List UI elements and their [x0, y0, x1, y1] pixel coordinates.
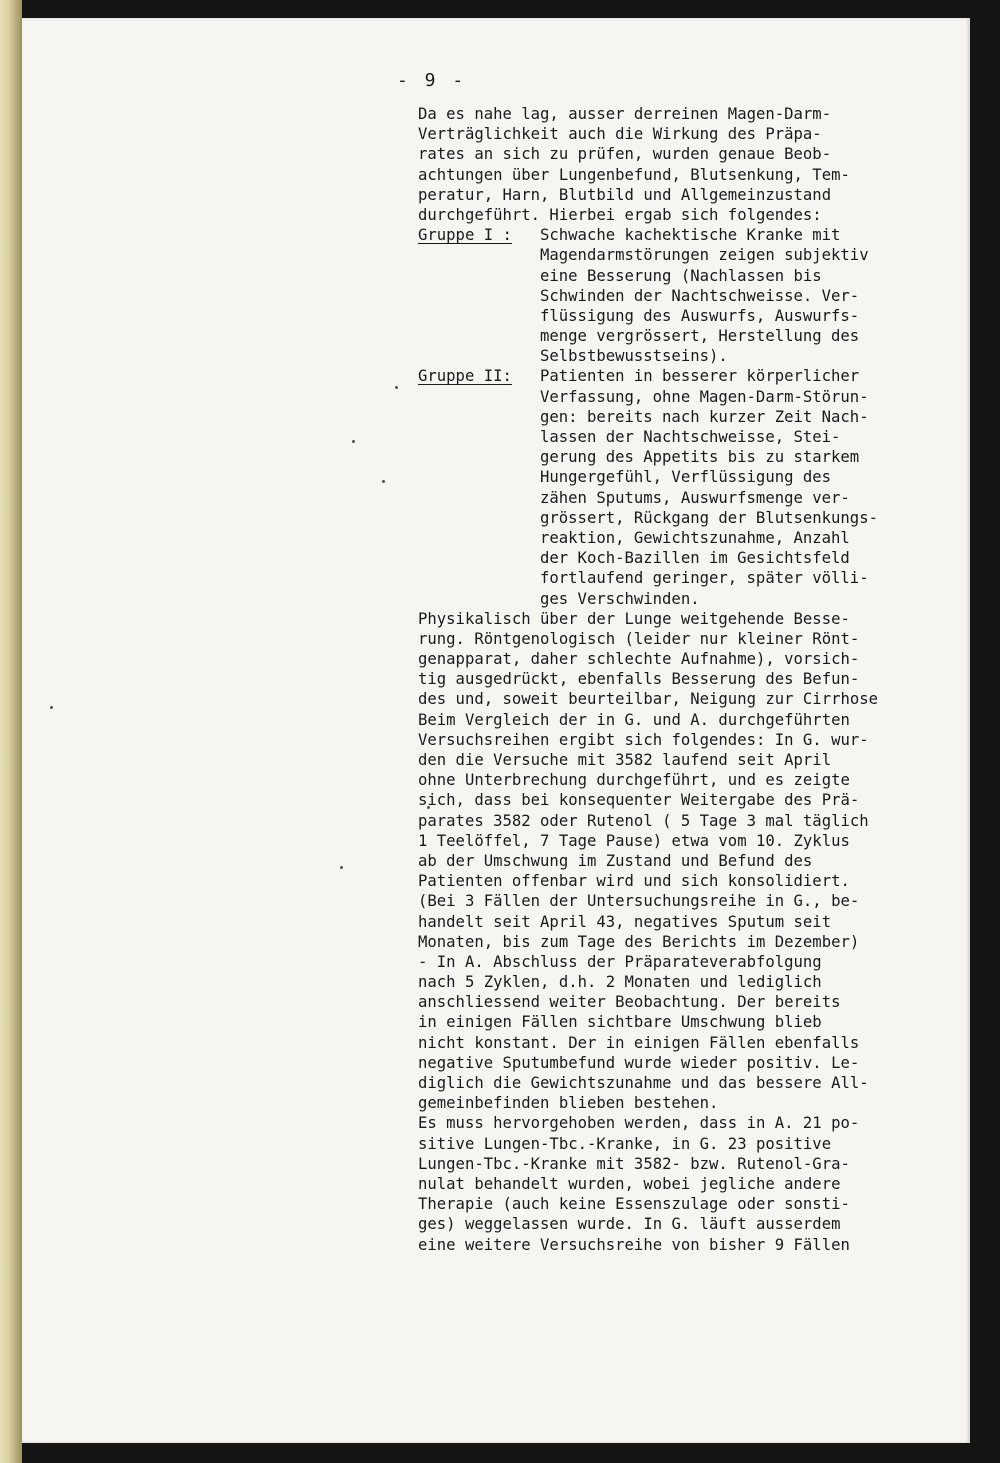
- gruppe-1-text: [540, 225, 946, 366]
- text-line: den die Versuche mit 3582 laufend seit April: [418, 751, 832, 769]
- text-line: flüssigung des Auswurfs, Auswurfs-: [540, 306, 860, 325]
- text-line: in einigen Fällen sichtbare Umschwung blieb: [418, 1013, 822, 1032]
- speck: [382, 480, 385, 483]
- text-line: rates an sich zu prüfen, wurden genaue Beob-: [418, 145, 832, 164]
- text-line: Selbstbewusstseins).: [540, 347, 728, 366]
- gruppe-2-label: Gruppe II:: [418, 367, 512, 386]
- text-line: eine Besserung (Nachlassen bis: [540, 266, 822, 285]
- text-line: Beim Vergleich der in G. und A. durchgeführten: [418, 710, 850, 729]
- text-line: achtungen über Lungenbefund, Blutsenkung, Tem-: [418, 165, 850, 184]
- text-line: Es muss hervorgehoben werden, dass in A. 21 po-: [418, 1114, 860, 1133]
- text-line: nicht konstant. Der in einigen Fällen ebenfalls: [418, 1033, 860, 1052]
- text-line: nach 5 Zyklen, d.h. 2 Monaten und lediglich: [418, 973, 822, 992]
- intro-paragraph: [418, 104, 946, 225]
- text-line: fortlaufend geringer, später völli-: [540, 569, 869, 588]
- text-line: lassen der Nachtschweisse, Stei-: [540, 428, 841, 446]
- text-line: (Bei 3 Fällen der Untersuchungsreihe in G., be-: [418, 892, 860, 911]
- speck: [340, 866, 343, 869]
- text-line: handelt seit April 43, negatives Sputum seit: [418, 912, 832, 931]
- text-line: parates 3582 oder Rutenol ( 5 Tage 3 mal täglich: [418, 811, 869, 830]
- text-line: Physikalisch über der Lunge weitgehende Besse-: [418, 609, 850, 628]
- text-line: nulat behandelt wurden, wobei jegliche andere: [418, 1174, 841, 1193]
- binder-spine: [0, 0, 22, 1463]
- text-line: negative Sputumbefund wurde wieder positiv. Le-: [418, 1053, 860, 1072]
- page-number: - 9 -: [397, 70, 467, 91]
- gruppe-1-section: [418, 225, 946, 366]
- text-line: Therapie (auch keine Essenszulage oder sonsti-: [418, 1195, 850, 1214]
- text-line: gen: bereits nach kurzer Zeit Nach-: [540, 407, 869, 426]
- text-line: - In A. Abschluss der Präparateverabfolgung: [418, 952, 822, 971]
- text-line: grössert, Rückgang der Blutsenkungs-: [540, 508, 878, 527]
- text-line: sich, dass bei konsequenter Weitergabe des Prä-: [418, 791, 860, 810]
- text-line: anschliessend weiter Beobachtung. Der bereits: [418, 993, 841, 1012]
- text-line: sitive Lungen-Tbc.-Kranke, in G. 23 positive: [418, 1134, 832, 1153]
- text-line: ab der Umschwung im Zustand und Befund des: [418, 851, 813, 870]
- gruppe-2-text: [540, 366, 946, 608]
- text-line: durchgeführt. Hierbei ergab sich folgendes:: [418, 205, 822, 224]
- text-line: gerung des Appetits bis zu starkem: [540, 448, 860, 467]
- text-line: Patienten in besserer körperlicher: [540, 367, 860, 386]
- gruppe-2-section: [418, 366, 946, 608]
- text-line: des und, soweit beurteilbar, Neigung zur Cirrhose: [418, 690, 879, 709]
- gruppe-1-label: Gruppe I :: [418, 226, 512, 245]
- text-line: eine weitere Versuchsreihe von bisher 9 Fällen: [418, 1235, 850, 1254]
- text-line: Magendarmstörungen zeigen subjektiv: [540, 246, 869, 265]
- text-line: gemeinbefinden blieben bestehen.: [418, 1094, 719, 1113]
- text-line: Verträglichkeit auch die Wirkung des Präpa-: [418, 125, 822, 144]
- text-line: Schwinden der Nachtschweisse. Ver-: [540, 286, 860, 305]
- text-line: Versuchsreihen ergibt sich folgendes: In G. wur-: [418, 730, 869, 749]
- text-line: peratur, Harn, Blutbild und Allgemeinzustand: [418, 185, 832, 204]
- speck: [352, 440, 355, 443]
- text-line: zähen Sputums, Auswurfsmenge ver-: [540, 488, 850, 507]
- text-line: 1 Teelöffel, 7 Tage Pause) etwa vom 10. Zyklus: [418, 831, 850, 850]
- main-text: [418, 104, 946, 1255]
- text-line: menge vergrössert, Herstellung des: [540, 327, 860, 346]
- text-line: der Koch-Bazillen im Gesichtsfeld: [540, 549, 850, 568]
- text-line: ges Verschwinden.: [540, 589, 700, 608]
- text-line: rung. Röntgenologisch (leider nur kleiner Rönt-: [418, 629, 860, 648]
- text-line: tig ausgedrückt, ebenfalls Besserung des Befun-: [418, 670, 860, 689]
- text-line: Monaten, bis zum Tage des Berichts im Dezember): [418, 932, 860, 951]
- text-line: Da es nahe lag, ausser derreinen Magen-Darm-: [418, 105, 832, 123]
- text-line: Patienten offenbar wird und sich konsolidiert.: [418, 872, 850, 891]
- text-line: reaktion, Gewichtszunahme, Anzahl: [540, 528, 850, 547]
- text-line: Schwache kachektische Kranke mit: [540, 226, 841, 245]
- text-line: Hungergefühl, Verflüssigung des: [540, 468, 832, 487]
- speck: [50, 706, 53, 709]
- text-line: Lungen-Tbc.-Kranke mit 3582- bzw. Rutenol-Gra-: [418, 1154, 850, 1173]
- speck: [395, 386, 398, 389]
- text-line: diglich die Gewichtszunahme und das bessere All-: [418, 1074, 869, 1092]
- text-line: genapparat, daher schlechte Aufnahme), vorsich-: [418, 650, 860, 669]
- text-line: ohne Unterbrechung durchgeführt, und es zeigte: [418, 771, 850, 790]
- text-line: ges) weggelassen wurde. In G. läuft ausserdem: [418, 1215, 841, 1234]
- body-paragraphs: [418, 609, 946, 1255]
- text-line: Verfassung, ohne Magen-Darm-Störun-: [540, 387, 869, 406]
